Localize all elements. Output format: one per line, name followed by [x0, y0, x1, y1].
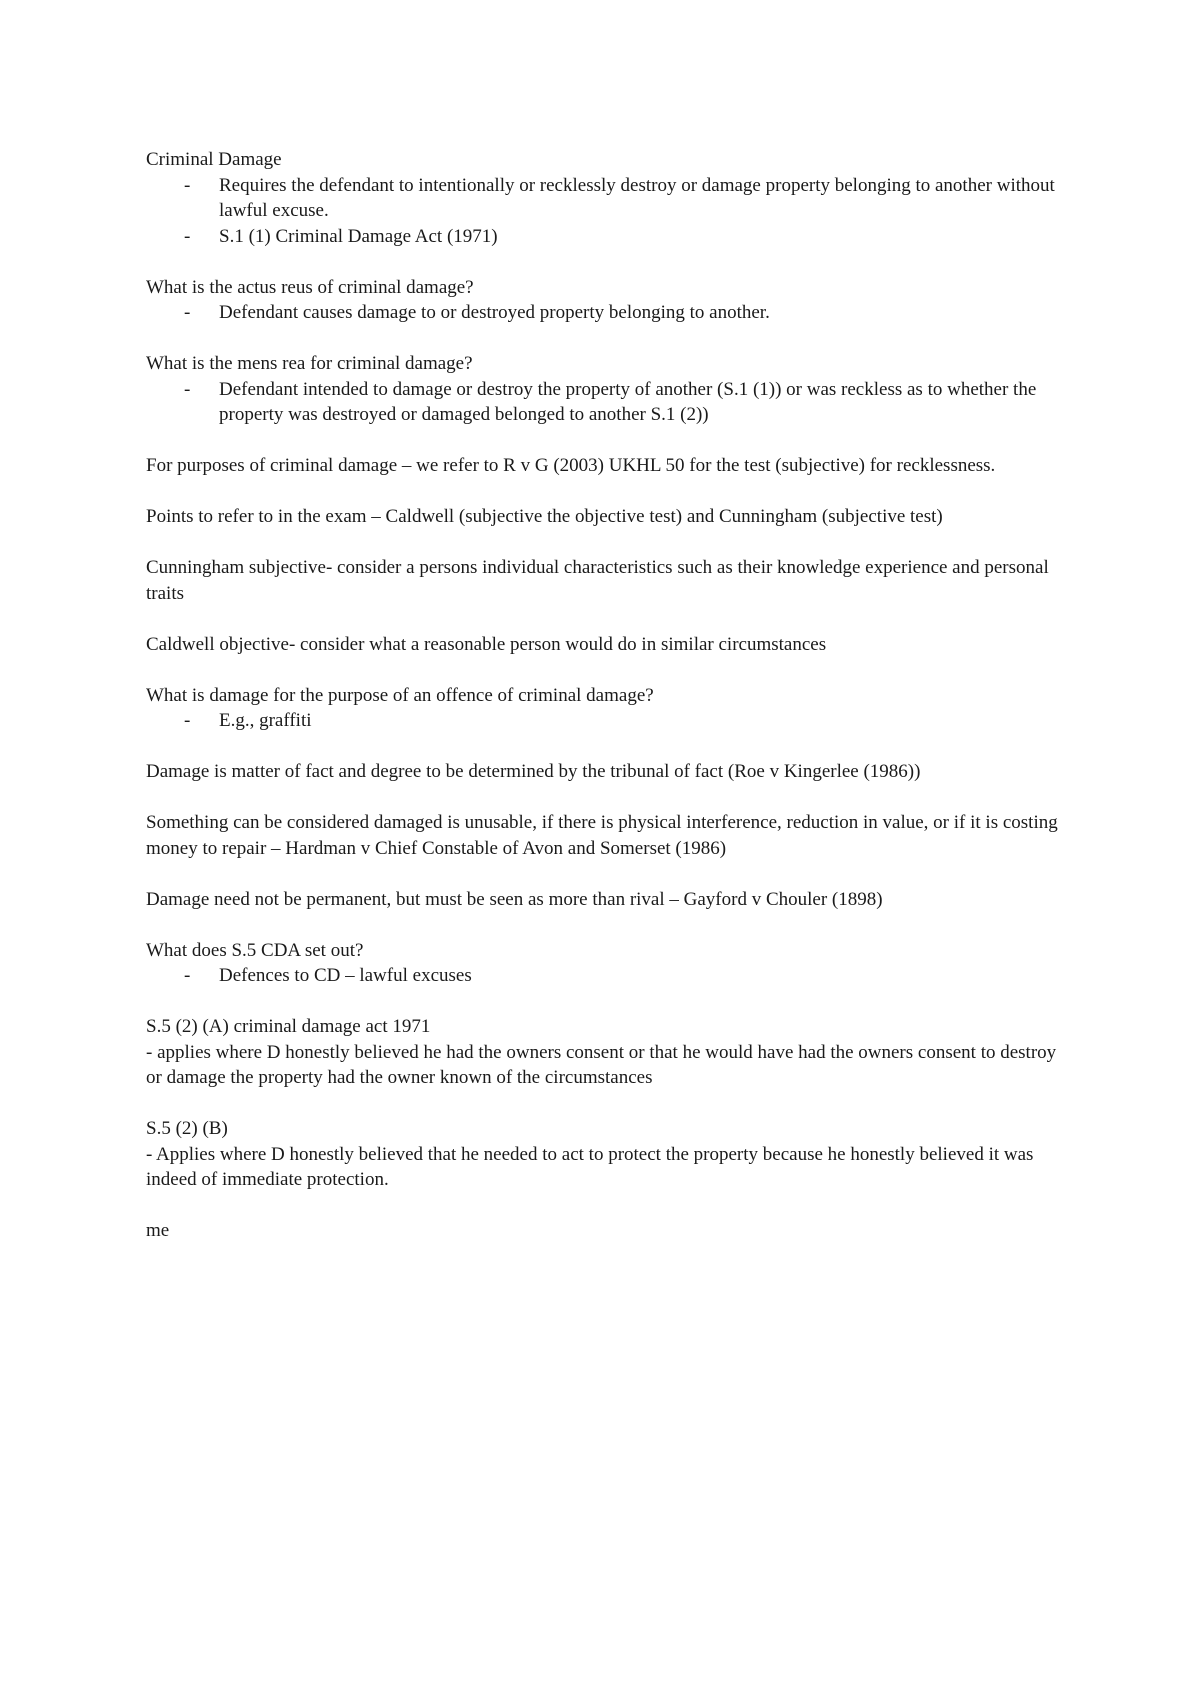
list-item-text: Defendant intended to damage or destroy the property of another (S.1 (1)) or was reckless as to whether the property was destroyed or damaged belonged to another S.1 (2)) — [219, 378, 1037, 425]
roe-paragraph: Damage is matter of fact and degree to be determined by the tribunal of fact (Roe v Kingerlee (1986)) — [146, 761, 921, 782]
paragraph-spacer — [146, 249, 1066, 275]
paragraph-spacer — [146, 734, 1066, 760]
bullet-dash: - — [184, 710, 191, 731]
bullet-dash: - — [184, 225, 191, 247]
caldwell-paragraph: Caldwell objective- consider what a reasonable person would do in similar circumstances — [146, 633, 827, 655]
list-item-text: Defendant causes damage to or destroyed property belonging to another. — [219, 302, 770, 323]
damage-bullets — [146, 708, 1066, 734]
intro-bullet-list — [146, 173, 1066, 250]
list-item — [146, 708, 1066, 734]
paragraph-spacer — [146, 530, 1066, 556]
list-item — [146, 224, 1066, 250]
s5-2a-heading: S.5 (2) (A) criminal damage act 1971 — [146, 1016, 431, 1037]
bullet-dash: - — [184, 302, 191, 323]
paragraph-spacer — [146, 1091, 1066, 1117]
bullet-dash: - — [184, 174, 191, 196]
paragraph-spacer — [146, 657, 1066, 683]
s5-2a-text: - applies where D honestly believed he had the owners consent or that he would have had the owners consent to destroy or damage the property had the owner known of the circumstances — [146, 1041, 1057, 1088]
paragraph-spacer — [146, 1193, 1066, 1219]
document-title: Criminal Damage — [146, 149, 282, 170]
actus-reus-question: What is the actus reus of criminal damage? — [146, 276, 474, 298]
paragraph-spacer — [146, 912, 1066, 938]
mens-rea-bullets — [146, 377, 1066, 428]
list-item-text: Defences to CD – lawful excuses — [219, 965, 472, 986]
gayford-paragraph: Damage need not be permanent, but must be seen as more than rival – Gayford v Chouler (1898) — [146, 888, 883, 910]
list-item-text: E.g., graffiti — [219, 710, 312, 731]
document-body — [146, 147, 1066, 1244]
paragraph-spacer — [146, 428, 1066, 454]
bullet-dash: - — [184, 965, 191, 986]
list-item-text: Requires the defendant to intentionally or recklessly destroy or damage property belonging to another without lawful excuse. — [219, 174, 1055, 221]
paragraph-spacer — [146, 861, 1066, 887]
hardman-paragraph: Something can be considered damaged is unusable, if there is physical interference, reduction in value, or if it is costing money to repair – Hardman v Chief Constable of Avon and Somerset (1986) — [146, 812, 1058, 859]
recklessness-paragraph: For purposes of criminal damage – we refer to R v G (2003) UKHL 50 for the test (subjective) for recklessness. — [146, 455, 996, 476]
s5-bullets — [146, 963, 1066, 989]
closing-text: me — [146, 1220, 170, 1241]
actus-reus-bullets — [146, 300, 1066, 326]
paragraph-spacer — [146, 479, 1066, 505]
damage-question: What is damage for the purpose of an offence of criminal damage? — [146, 684, 654, 706]
exam-points-paragraph: Points to refer to in the exam – Caldwell (subjective the objective test) and Cunningham (subjective test) — [146, 506, 943, 527]
paragraph-spacer — [146, 785, 1066, 811]
bullet-dash: - — [184, 378, 191, 400]
cunningham-paragraph: Cunningham subjective- consider a persons individual characteristics such as their knowledge experience and personal traits — [146, 557, 1049, 604]
paragraph-spacer — [146, 989, 1066, 1015]
list-item — [146, 377, 1066, 428]
list-item-text: S.1 (1) Criminal Damage Act (1971) — [219, 225, 498, 247]
s5-2b-text: - Applies where D honestly believed that he needed to act to protect the property because he honestly believed it was indeed of immediate protection. — [146, 1143, 1034, 1190]
mens-rea-question: What is the mens rea for criminal damage? — [146, 353, 473, 374]
list-item — [146, 963, 1066, 989]
s5-2b-heading: S.5 (2) (B) — [146, 1118, 228, 1139]
s5-question: What does S.5 CDA set out? — [146, 939, 364, 961]
paragraph-spacer — [146, 606, 1066, 632]
list-item — [146, 300, 1066, 326]
list-item — [146, 173, 1066, 224]
paragraph-spacer — [146, 326, 1066, 352]
